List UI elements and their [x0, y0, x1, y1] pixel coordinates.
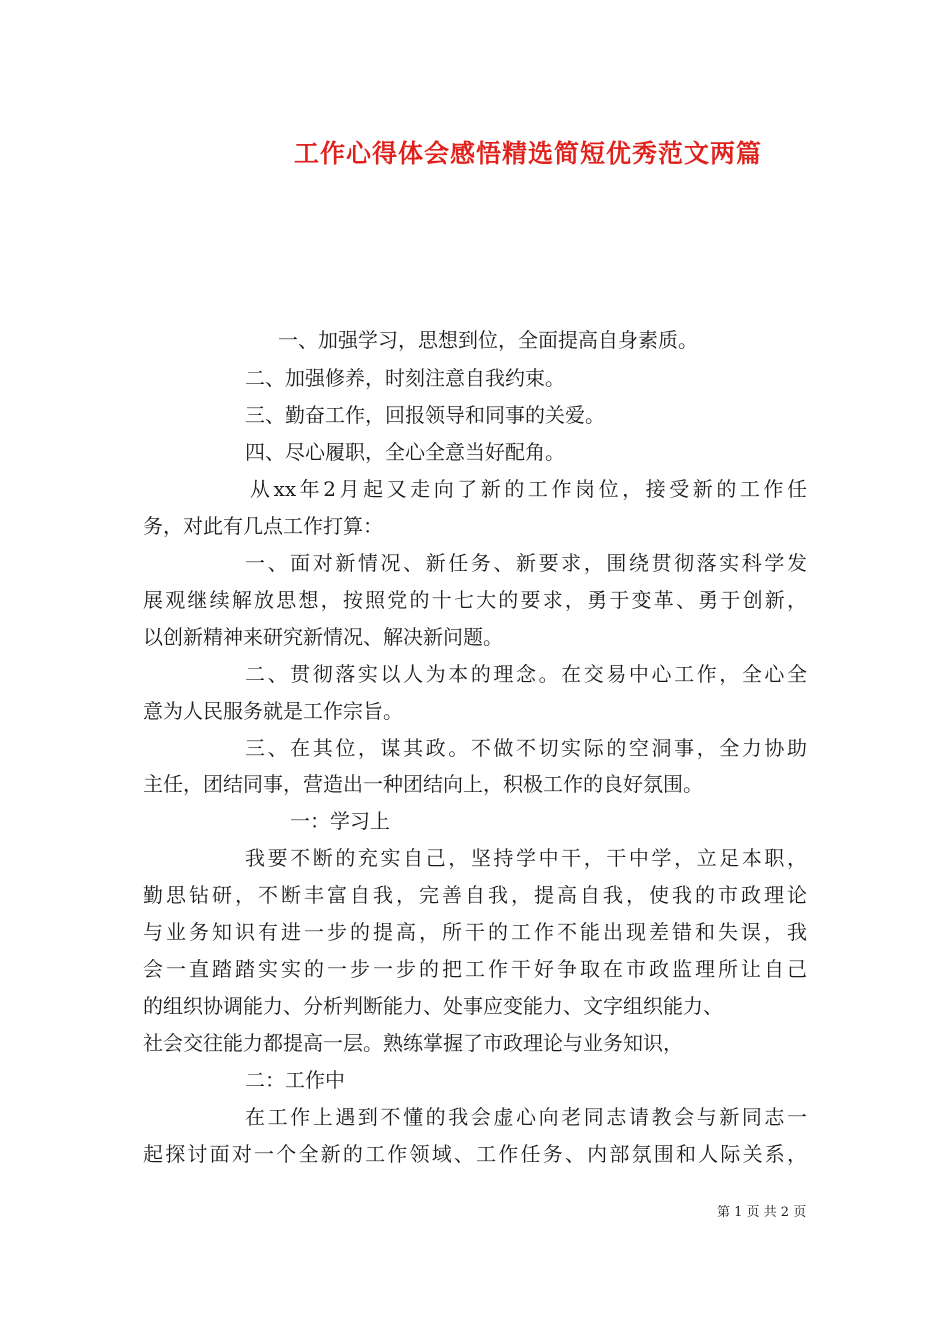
text-line: 与业务知识有进一步的提高，所干的工作不能出现差错和失误，我 [143, 920, 807, 944]
text-line: 三、勤奋工作，回报领导和同事的关爱。 [245, 403, 605, 427]
text-line: 会一直踏踏实实的一步一步的把工作干好争取在市政监理所让自己 [143, 957, 807, 981]
section-heading: 二：工作中 [245, 1068, 345, 1092]
text-line: 意为人民服务就是工作宗旨。 [143, 699, 403, 723]
text-line: 以创新精神来研究新情况、解决新问题。 [143, 625, 503, 649]
text-line: 二、加强修养，时刻注意自我约束。 [245, 366, 565, 390]
text-line: 起探讨面对一个全新的工作领域、工作任务、内部氛围和人际关系， [143, 1142, 807, 1166]
text-line: 社会交往能力都提高一层。熟练掌握了市政理论与业务知识， [143, 1031, 683, 1055]
text-line: 一、面对新情况、新任务、新要求，围绕贯彻落实科学发 [245, 551, 807, 575]
text-line: 勤思钻研，不断丰富自我，完善自我，提高自我，使我的市政理论 [143, 883, 807, 907]
text-line: 务，对此有几点工作打算： [143, 514, 383, 538]
text-line: 我要不断的充实自己，坚持学中干，干中学，立足本职， [245, 846, 807, 870]
section-heading: 一：学习上 [290, 809, 390, 833]
text-line: 在工作上遇到不懂的我会虚心向老同志请教会与新同志一 [245, 1105, 807, 1129]
document-title: 工作心得体会感悟精选简短优秀范文两篇 [293, 139, 762, 168]
text-line: 四、尽心履职，全心全意当好配角。 [245, 440, 565, 464]
text-line: 三、在其位，谋其政。不做不切实际的空洞事，全力协助 [245, 736, 807, 760]
text-line: 二、贯彻落实以人为本的理念。在交易中心工作，全心全 [245, 662, 807, 686]
text-line: 的组织协调能力、分析判断能力、处事应变能力、文字组织能力、 [143, 994, 723, 1018]
text-line: 一、加强学习，思想到位，全面提高自身素质。 [278, 328, 698, 352]
page-footer: 第 1 页 共 2 页 [717, 1205, 807, 1220]
text-line: 主任，团结同事，营造出一种团结向上，积极工作的良好氛围。 [143, 772, 703, 796]
text-line: 从xx年2月起又走向了新的工作岗位，接受新的工作任 [250, 477, 807, 501]
text-line: 展观继续解放思想，按照党的十七大的要求，勇于变革、勇于创新， [143, 588, 807, 612]
